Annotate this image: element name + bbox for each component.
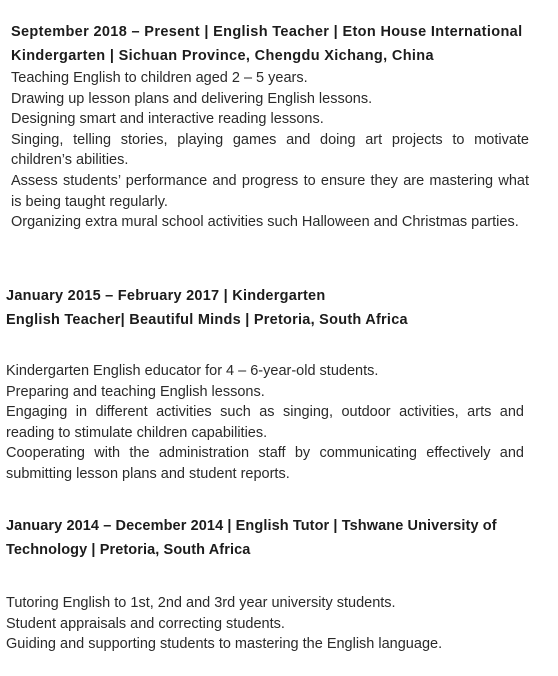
entry-description [11,68,529,233]
entry-heading-line: English Teacher| Beautiful Minds | Pretoria, South Africa [6,312,408,328]
entry-heading-line: January 2015 – February 2017 | Kindergarten [6,288,326,304]
experience-entry-beautiful-minds [6,284,524,485]
entry-heading [6,284,524,332]
duty-line: Assess students’ performance and progress to ensure they are mastering what is being taught regularly. [11,172,529,210]
duty-line: Organizing extra mural school activities such Halloween and Christmas parties. [11,214,519,231]
duty-line: Designing smart and interactive reading lessons. [11,111,324,128]
duty-line: Drawing up lesson plans and delivering English lessons. [11,90,373,107]
duty-line: Guiding and supporting students to mastering the English language. [6,636,443,653]
entry-heading: September 2018 – Present | English Teacher | Eton House International Kindergarten | Sichuan Province, Chengdu Xichang, China [11,24,523,64]
duty-line: Student appraisals and correcting students. [6,615,285,632]
duty-line: Engaging in different activities such as singing, outdoor activities, arts and reading to stimulate children capabilities. [6,404,524,441]
entry-description [6,593,524,655]
entry-description [6,361,524,485]
duty-line: Teaching English to children aged 2 – 5 years. [11,70,308,86]
experience-entry-eton-house [11,20,529,233]
duty-line: Kindergarten English educator for 4 – 6-year-old students. [6,363,379,379]
experience-entry-tshwane-university [6,514,524,655]
duty-line: Singing, telling stories, playing games and doing art projects to motivate children’s abilities. [11,131,529,169]
entry-heading: January 2014 – December 2014 | English Tutor | Tshwane University of Technology | Pretoria, South Africa [6,518,497,558]
duty-line: Cooperating with the administration staff by communicating effectively and submitting lesson plans and student reports. [6,445,524,482]
duty-line: Tutoring English to 1st, 2nd and 3rd year university students. [6,595,396,611]
duty-line: Preparing and teaching English lessons. [6,383,265,400]
